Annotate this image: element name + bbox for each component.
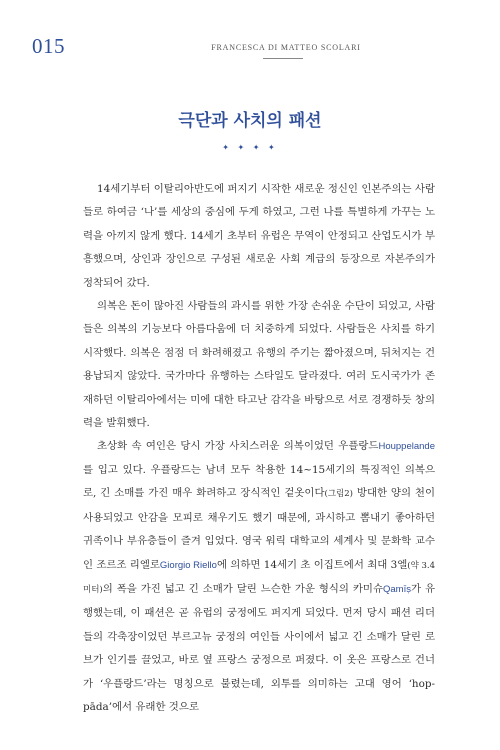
paragraph-1: 14세기부터 이탈리아반도에 퍼지기 시작한 새로운 정신인 인본주의는 사람들로 하여금 ‘나’를 세상의 중심에 두게 하였고, 그런 나를 특별하게 가꾸는 노력을 아끼지 않게 했다. 14세기 초부터 유럽은 무역이 안정되고 산업도시가 부흥했으며, 상인과 장인으로 구성된 새로운 사회 계급의 등장으로 자본주의가 정착되어 갔다. xyxy=(83,183,435,289)
latin-term-houppelande: Houppelande xyxy=(378,441,435,453)
paragraph-3-text: 초상화 속 여인은 당시 가장 사치스러운 의복이었던 우플랑드 xyxy=(97,440,379,453)
paragraph-3-text: 방대한 양의 천이 사용되었고 안감을 모피로 채우기도 했기 때문에, 과시하고 뽐내기 좋아하던 귀족이나 부유층들이 즐겨 입었다. 영국 워릭 대학교의 세계사 및 문화학 교수인 조르조 리엘로 xyxy=(83,487,435,571)
paragraph-3 xyxy=(83,435,435,719)
title-ornament: ✦ ✦ ✦ ✦ xyxy=(222,143,278,152)
measurement-note: (약 3.4미터) xyxy=(83,560,436,595)
paragraph-2: 의복은 돈이 많아진 사람들의 과시를 위한 가장 손쉬운 수단이 되었고, 사람들은 의복의 기능보다 아름다움에 더 치중하게 되었다. 사람들은 사치를 하기 시작했다. 의복은 점점 더 화려해졌고 유행의 주기는 짧아졌으며, 뒤처지는 건 용납되지 않았다. 국가마다 유행하는 스타일도 달라졌다. 여러 도시국가가 존재하던 이탈리아에서는 미에 대한 타고난 감각을 바탕으로 서로 경쟁하듯 창의력을 발휘했다. xyxy=(83,300,435,430)
chapter-title: 극단과 사치의 패션 xyxy=(178,111,322,131)
body-text xyxy=(83,178,435,719)
figure-reference: (그림2) xyxy=(324,489,353,500)
latin-term-qamis: Qamīṣ xyxy=(382,583,411,595)
page-number: 015 xyxy=(32,34,65,58)
latin-term-giorgio-riello: Giorgio Riello xyxy=(159,559,217,571)
header-rule xyxy=(263,58,303,59)
running-head: FRANCESCA DI MATTEO SCOLARI xyxy=(211,43,361,52)
paragraph-3-text: 의 폭을 가진 넓고 긴 소매가 달린 느슨한 가운 형식의 카미슈 xyxy=(102,582,383,595)
paragraph-3-text: 가 유행했는데, 이 패션은 곧 유럽의 궁정에도 퍼지게 되었다. 먼저 당시 패션 리더들의 각축장이었던 부르고뉴 궁정의 여인들 사이에서 넓고 긴 소매가 달린 로브가 인기를 끌었고, 바로 옆 프랑스 궁정으로 퍼졌다. 이 옷은 프랑스로 건너가 ‘우플랑드’라는 명칭으로 불렸는데, 외투를 의미하는 고대 영어 ‘hop-pāda’에서 유래한 것으로 xyxy=(83,582,435,713)
paragraph-3-text: 에 의하면 14세기 초 이집트에서 최대 3엘 xyxy=(216,558,408,571)
paragraph-3-text: 를 입고 있다. 우플랑드는 남녀 모두 착용한 14~15세기의 특징적인 의복으로, 긴 소매를 가진 매우 화려하고 장식적인 겉옷이다 xyxy=(83,463,435,500)
